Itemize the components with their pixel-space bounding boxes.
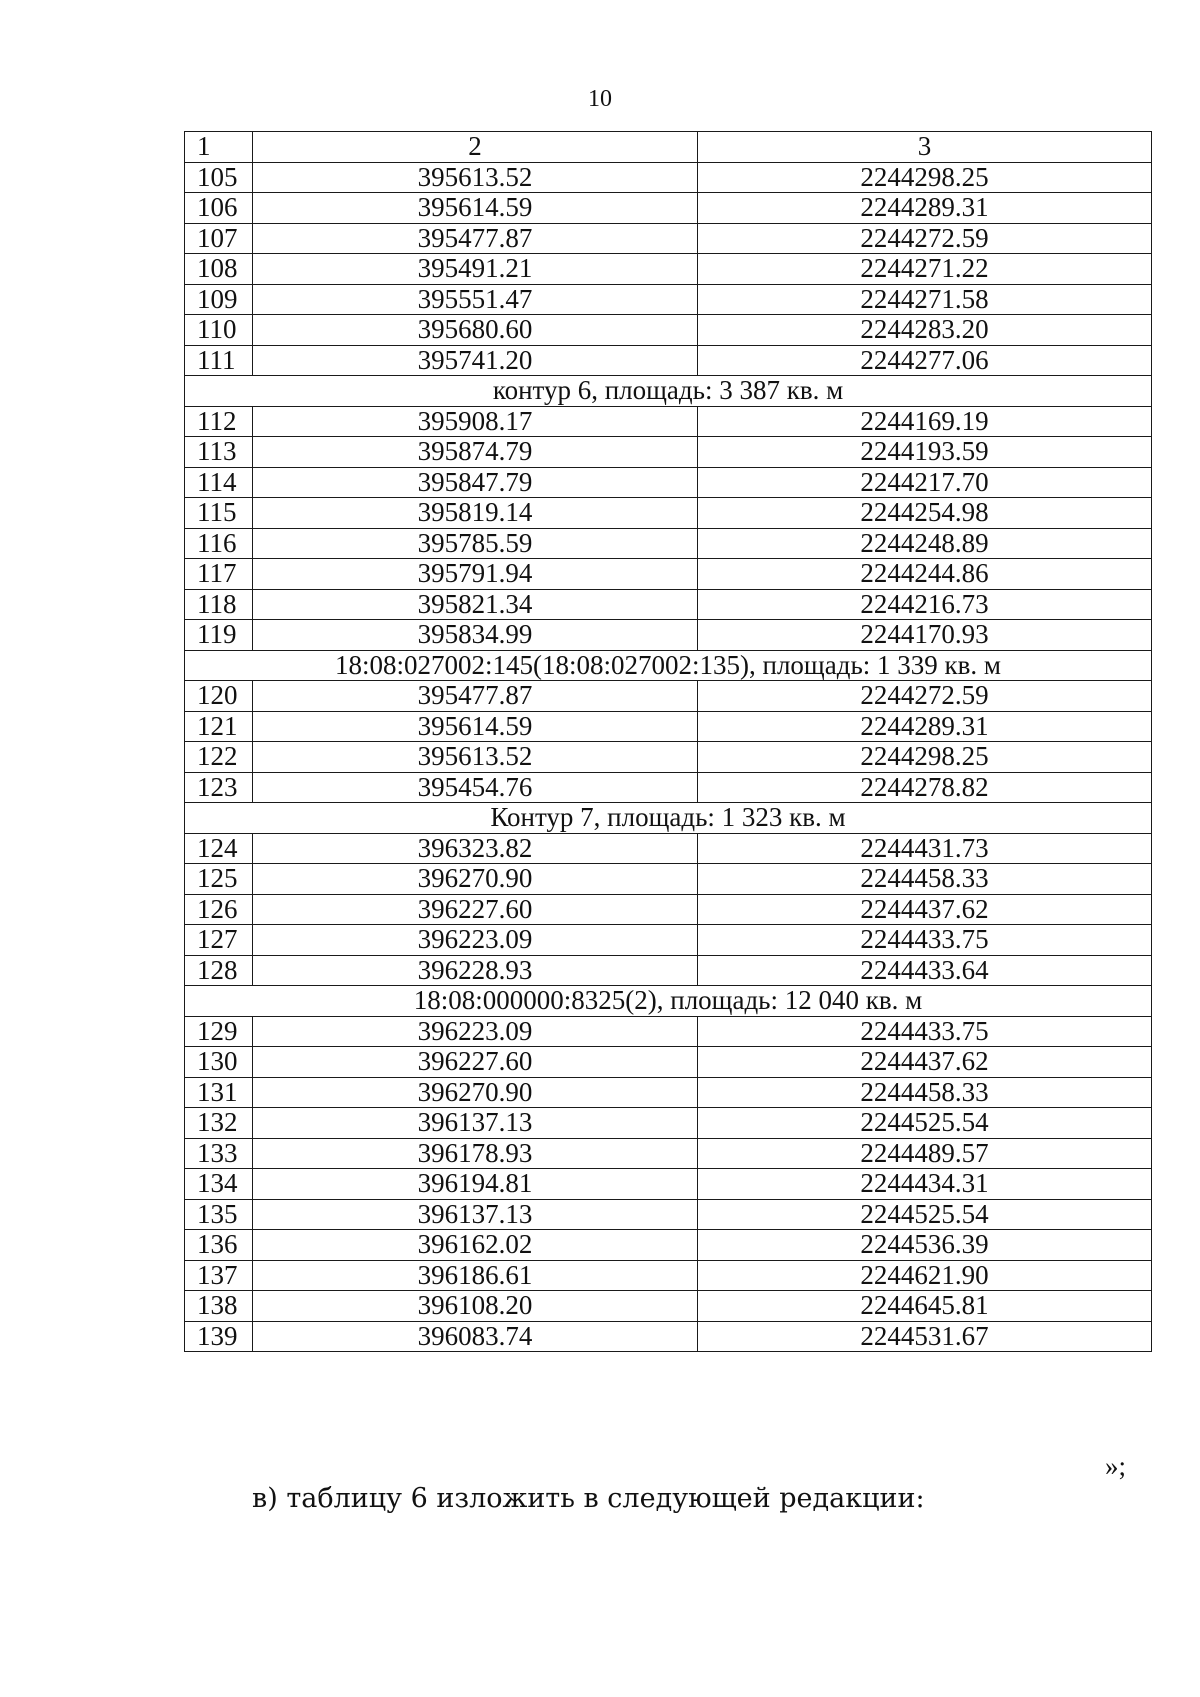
table-row [185, 1169, 1152, 1200]
point-number-cell: 137 [185, 1260, 253, 1291]
y-coordinate-cell: 2244272.59 [698, 223, 1152, 254]
coordinates-table [184, 131, 1152, 1352]
y-coordinate-cell: 2244437.62 [698, 1047, 1152, 1078]
point-number-cell: 133 [185, 1138, 253, 1169]
table-row [185, 315, 1152, 346]
x-coordinate-cell: 396270.90 [253, 864, 698, 895]
x-coordinate-cell: 395741.20 [253, 345, 698, 376]
table-row [185, 1321, 1152, 1352]
y-coordinate-cell: 2244433.75 [698, 925, 1152, 956]
point-number-cell: 111 [185, 345, 253, 376]
point-number-cell: 134 [185, 1169, 253, 1200]
y-coordinate-cell: 2244458.33 [698, 1077, 1152, 1108]
point-number-cell: 128 [185, 955, 253, 986]
section-label: контур 6, площадь: 3 387 кв. м [185, 376, 1152, 407]
x-coordinate-cell: 396223.09 [253, 1016, 698, 1047]
x-coordinate-cell: 396178.93 [253, 1138, 698, 1169]
amendment-instruction: в) таблицу 6 изложить в следующей редакции: [252, 1483, 925, 1514]
y-coordinate-cell: 2244170.93 [698, 620, 1152, 651]
table-row [185, 711, 1152, 742]
table-row [185, 437, 1152, 468]
y-coordinate-cell: 2244289.31 [698, 711, 1152, 742]
section-header-row [185, 803, 1152, 834]
table-row [185, 1291, 1152, 1322]
y-coordinate-cell: 2244271.58 [698, 284, 1152, 315]
table-row [185, 406, 1152, 437]
y-coordinate-cell: 2244531.67 [698, 1321, 1152, 1352]
table-row [185, 1047, 1152, 1078]
x-coordinate-cell: 396137.13 [253, 1108, 698, 1139]
x-coordinate-cell: 396227.60 [253, 894, 698, 925]
table-row [185, 589, 1152, 620]
point-number-cell: 135 [185, 1199, 253, 1230]
x-coordinate-cell: 395680.60 [253, 315, 698, 346]
point-number-cell: 125 [185, 864, 253, 895]
point-number-cell: 118 [185, 589, 253, 620]
table-row [185, 254, 1152, 285]
point-number-cell: 119 [185, 620, 253, 651]
y-coordinate-cell: 2244434.31 [698, 1169, 1152, 1200]
y-coordinate-cell: 2244645.81 [698, 1291, 1152, 1322]
y-coordinate-cell: 2244536.39 [698, 1230, 1152, 1261]
table-row [185, 681, 1152, 712]
point-number-cell: 123 [185, 772, 253, 803]
x-coordinate-cell: 396223.09 [253, 925, 698, 956]
point-number-cell: 105 [185, 162, 253, 193]
point-number-cell: 130 [185, 1047, 253, 1078]
table-row [185, 162, 1152, 193]
table-row [185, 1199, 1152, 1230]
y-coordinate-cell: 2244216.73 [698, 589, 1152, 620]
x-coordinate-cell: 396270.90 [253, 1077, 698, 1108]
y-coordinate-cell: 2244298.25 [698, 162, 1152, 193]
header-col-y: 3 [698, 132, 1152, 163]
table-row [185, 1016, 1152, 1047]
table-row [185, 772, 1152, 803]
section-header-row [185, 986, 1152, 1017]
x-coordinate-cell: 395477.87 [253, 681, 698, 712]
table-row [185, 925, 1152, 956]
x-coordinate-cell: 395874.79 [253, 437, 698, 468]
point-number-cell: 112 [185, 406, 253, 437]
y-coordinate-cell: 2244254.98 [698, 498, 1152, 529]
x-coordinate-cell: 396228.93 [253, 955, 698, 986]
point-number-cell: 114 [185, 467, 253, 498]
x-coordinate-cell: 395491.21 [253, 254, 698, 285]
x-coordinate-cell: 396083.74 [253, 1321, 698, 1352]
x-coordinate-cell: 396108.20 [253, 1291, 698, 1322]
table-row [185, 1138, 1152, 1169]
section-label: Контур 7, площадь: 1 323 кв. м [185, 803, 1152, 834]
point-number-cell: 139 [185, 1321, 253, 1352]
table-row [185, 345, 1152, 376]
point-number-cell: 121 [185, 711, 253, 742]
y-coordinate-cell: 2244431.73 [698, 833, 1152, 864]
point-number-cell: 138 [185, 1291, 253, 1322]
table-row [185, 467, 1152, 498]
point-number-cell: 126 [185, 894, 253, 925]
x-coordinate-cell: 395551.47 [253, 284, 698, 315]
point-number-cell: 122 [185, 742, 253, 773]
point-number-cell: 110 [185, 315, 253, 346]
y-coordinate-cell: 2244621.90 [698, 1260, 1152, 1291]
point-number-cell: 136 [185, 1230, 253, 1261]
point-number-cell: 108 [185, 254, 253, 285]
table-row [185, 894, 1152, 925]
x-coordinate-cell: 396227.60 [253, 1047, 698, 1078]
y-coordinate-cell: 2244193.59 [698, 437, 1152, 468]
table-row [185, 498, 1152, 529]
x-coordinate-cell: 395834.99 [253, 620, 698, 651]
x-coordinate-cell: 396162.02 [253, 1230, 698, 1261]
x-coordinate-cell: 396137.13 [253, 1199, 698, 1230]
point-number-cell: 113 [185, 437, 253, 468]
y-coordinate-cell: 2244283.20 [698, 315, 1152, 346]
table-row [185, 1108, 1152, 1139]
table-row [185, 833, 1152, 864]
point-number-cell: 115 [185, 498, 253, 529]
table-row [185, 284, 1152, 315]
y-coordinate-cell: 2244278.82 [698, 772, 1152, 803]
section-header-row [185, 376, 1152, 407]
table-row [185, 620, 1152, 651]
x-coordinate-cell: 396194.81 [253, 1169, 698, 1200]
x-coordinate-cell: 395819.14 [253, 498, 698, 529]
table-row [185, 864, 1152, 895]
header-col-point-number: 1 [185, 132, 253, 163]
x-coordinate-cell: 396186.61 [253, 1260, 698, 1291]
y-coordinate-cell: 2244272.59 [698, 681, 1152, 712]
y-coordinate-cell: 2244525.54 [698, 1199, 1152, 1230]
table-row [185, 955, 1152, 986]
y-coordinate-cell: 2244289.31 [698, 193, 1152, 224]
y-coordinate-cell: 2244525.54 [698, 1108, 1152, 1139]
x-coordinate-cell: 395477.87 [253, 223, 698, 254]
y-coordinate-cell: 2244298.25 [698, 742, 1152, 773]
point-number-cell: 129 [185, 1016, 253, 1047]
y-coordinate-cell: 2244271.22 [698, 254, 1152, 285]
section-label: 18:08:027002:145(18:08:027002:135), площадь: 1 339 кв. м [185, 650, 1152, 681]
table-row [185, 223, 1152, 254]
x-coordinate-cell: 395785.59 [253, 528, 698, 559]
point-number-cell: 116 [185, 528, 253, 559]
x-coordinate-cell: 396323.82 [253, 833, 698, 864]
section-header-row [185, 650, 1152, 681]
x-coordinate-cell: 395791.94 [253, 559, 698, 590]
table-header-row [185, 132, 1152, 163]
section-label: 18:08:000000:8325(2), площадь: 12 040 кв. м [185, 986, 1152, 1017]
y-coordinate-cell: 2244433.64 [698, 955, 1152, 986]
page-number: 10 [588, 86, 612, 112]
point-number-cell: 107 [185, 223, 253, 254]
point-number-cell: 106 [185, 193, 253, 224]
header-col-x: 2 [253, 132, 698, 163]
y-coordinate-cell: 2244458.33 [698, 864, 1152, 895]
y-coordinate-cell: 2244169.19 [698, 406, 1152, 437]
table-row [185, 1260, 1152, 1291]
table-row [185, 1077, 1152, 1108]
point-number-cell: 127 [185, 925, 253, 956]
y-coordinate-cell: 2244248.89 [698, 528, 1152, 559]
coordinates-table-body [185, 132, 1152, 1352]
table-row [185, 559, 1152, 590]
point-number-cell: 117 [185, 559, 253, 590]
x-coordinate-cell: 395613.52 [253, 742, 698, 773]
y-coordinate-cell: 2244244.86 [698, 559, 1152, 590]
point-number-cell: 132 [185, 1108, 253, 1139]
point-number-cell: 109 [185, 284, 253, 315]
y-coordinate-cell: 2244489.57 [698, 1138, 1152, 1169]
y-coordinate-cell: 2244433.75 [698, 1016, 1152, 1047]
y-coordinate-cell: 2244217.70 [698, 467, 1152, 498]
closing-quote-mark: »; [1105, 1451, 1127, 1481]
y-coordinate-cell: 2244437.62 [698, 894, 1152, 925]
point-number-cell: 131 [185, 1077, 253, 1108]
y-coordinate-cell: 2244277.06 [698, 345, 1152, 376]
point-number-cell: 124 [185, 833, 253, 864]
table-row [185, 528, 1152, 559]
x-coordinate-cell: 395847.79 [253, 467, 698, 498]
x-coordinate-cell: 395613.52 [253, 162, 698, 193]
x-coordinate-cell: 395614.59 [253, 193, 698, 224]
x-coordinate-cell: 395454.76 [253, 772, 698, 803]
table-row [185, 742, 1152, 773]
table-row [185, 1230, 1152, 1261]
x-coordinate-cell: 395614.59 [253, 711, 698, 742]
x-coordinate-cell: 395908.17 [253, 406, 698, 437]
x-coordinate-cell: 395821.34 [253, 589, 698, 620]
point-number-cell: 120 [185, 681, 253, 712]
table-row [185, 193, 1152, 224]
